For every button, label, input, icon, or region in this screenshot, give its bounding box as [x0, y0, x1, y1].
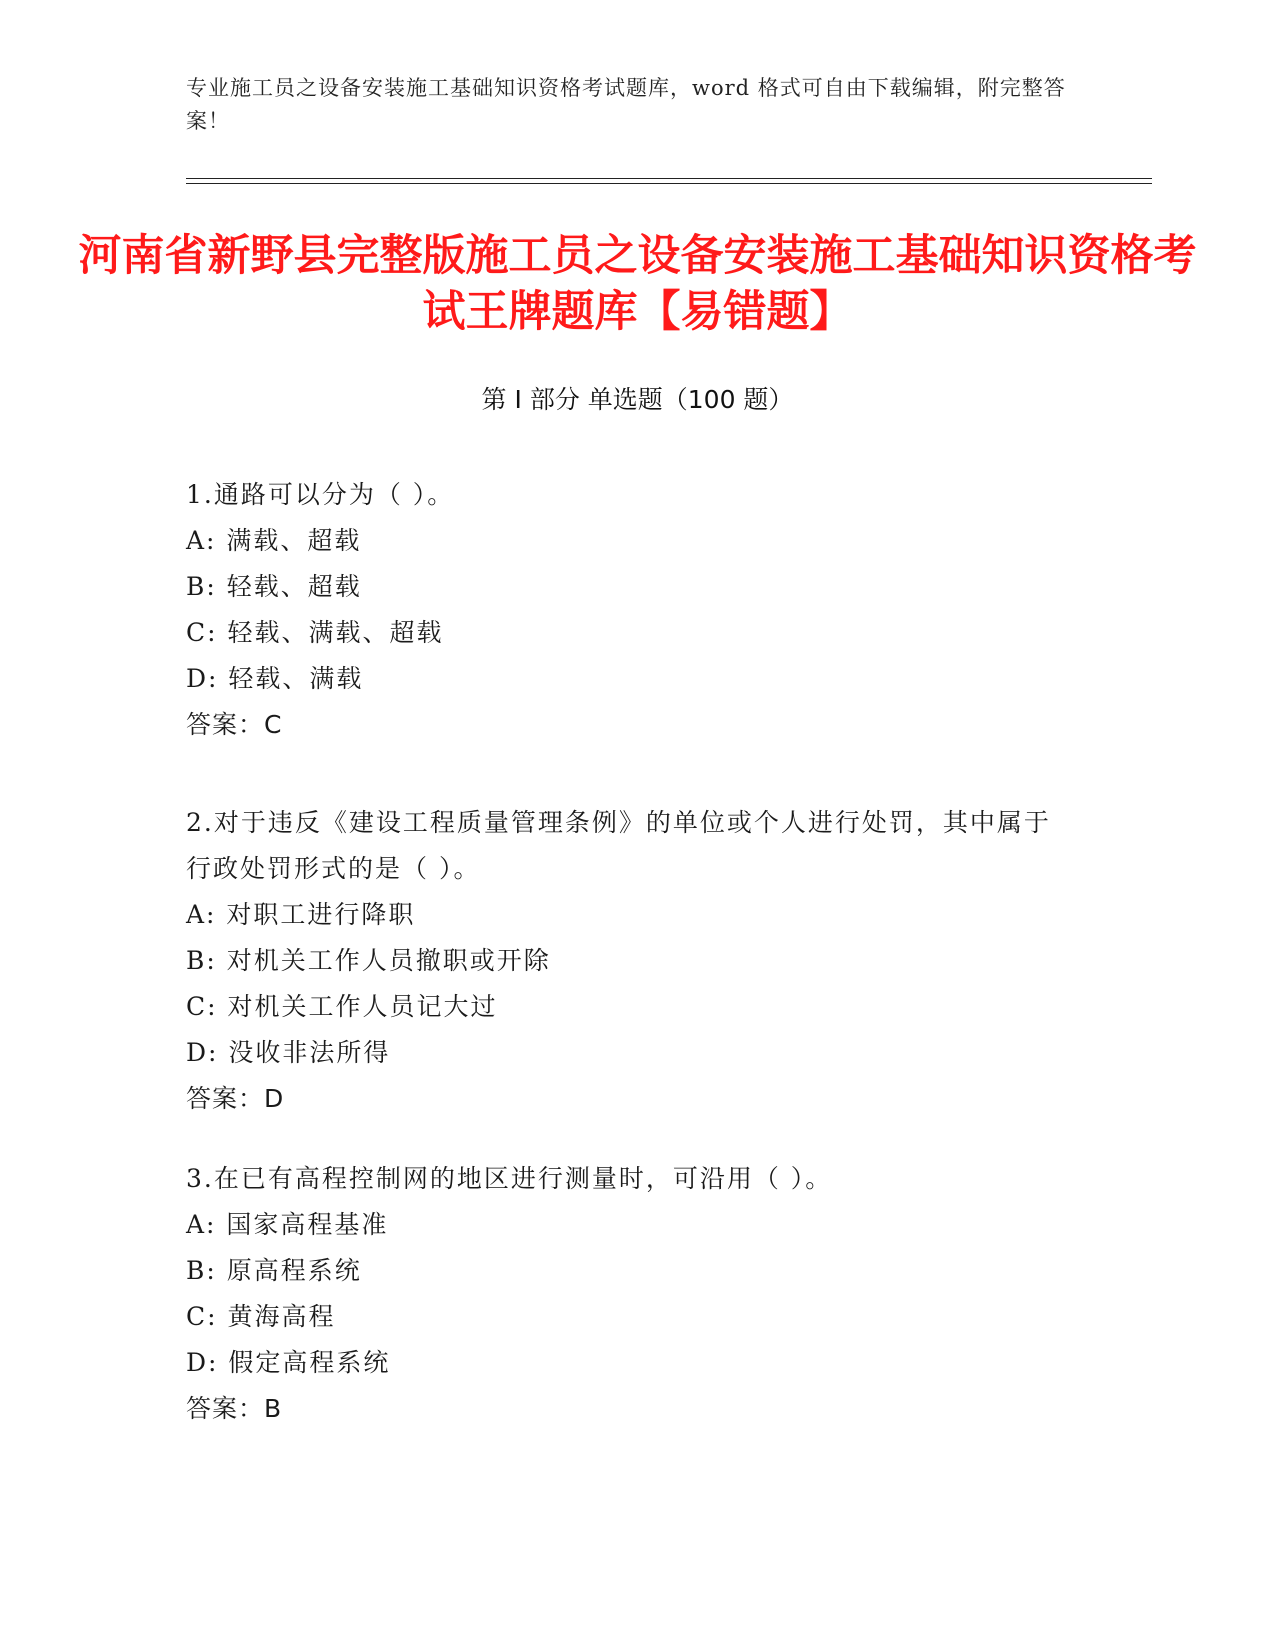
option-b: B: 原高程系统: [186, 1256, 362, 1285]
option-d: D: 没收非法所得: [186, 1038, 391, 1067]
option-a: A: 国家高程基准: [186, 1210, 389, 1239]
question-stem: 2.对于违反《建设工程质量管理条例》的单位或个人进行处罚，其中属于行政处罚形式的是（ ）。: [186, 808, 1051, 883]
document-title: 河南省新野县完整版施工员之设备安装施工基础知识资格考试王牌题库【易错题】: [78, 231, 1197, 337]
question-stem: 1.通路可以分为（ ）。: [186, 480, 455, 509]
header-divider-bottom: [186, 183, 1152, 184]
option-c: C: 对机关工作人员记大过: [186, 992, 498, 1021]
option-b: B: 对机关工作人员撤职或开除: [186, 946, 551, 975]
answer: 答案：C: [186, 710, 283, 739]
question-1: [186, 472, 1066, 748]
option-a: A: 对职工进行降职: [186, 900, 416, 929]
option-b: B: 轻载、超载: [186, 572, 362, 601]
answer: 答案：B: [186, 1394, 283, 1423]
option-a: A: 满载、超载: [186, 526, 362, 555]
option-c: C: 黄海高程: [186, 1302, 336, 1331]
option-d: D: 假定高程系统: [186, 1348, 391, 1377]
section-title: 第 I 部分 单选题（100 题）: [481, 385, 794, 414]
question-stem: 3.在已有高程控制网的地区进行测量时，可沿用（ ）。: [186, 1164, 833, 1193]
question-3: [186, 1156, 1066, 1432]
header-note: 专业施工员之设备安装施工基础知识资格考试题库，word 格式可自由下载编辑，附完整答案！: [186, 76, 1066, 133]
answer: 答案：D: [186, 1084, 285, 1113]
option-c: C: 轻载、满载、超载: [186, 618, 444, 647]
question-2: [186, 800, 1066, 1122]
option-d: D: 轻载、满载: [186, 664, 364, 693]
header-divider-top: [186, 178, 1152, 179]
